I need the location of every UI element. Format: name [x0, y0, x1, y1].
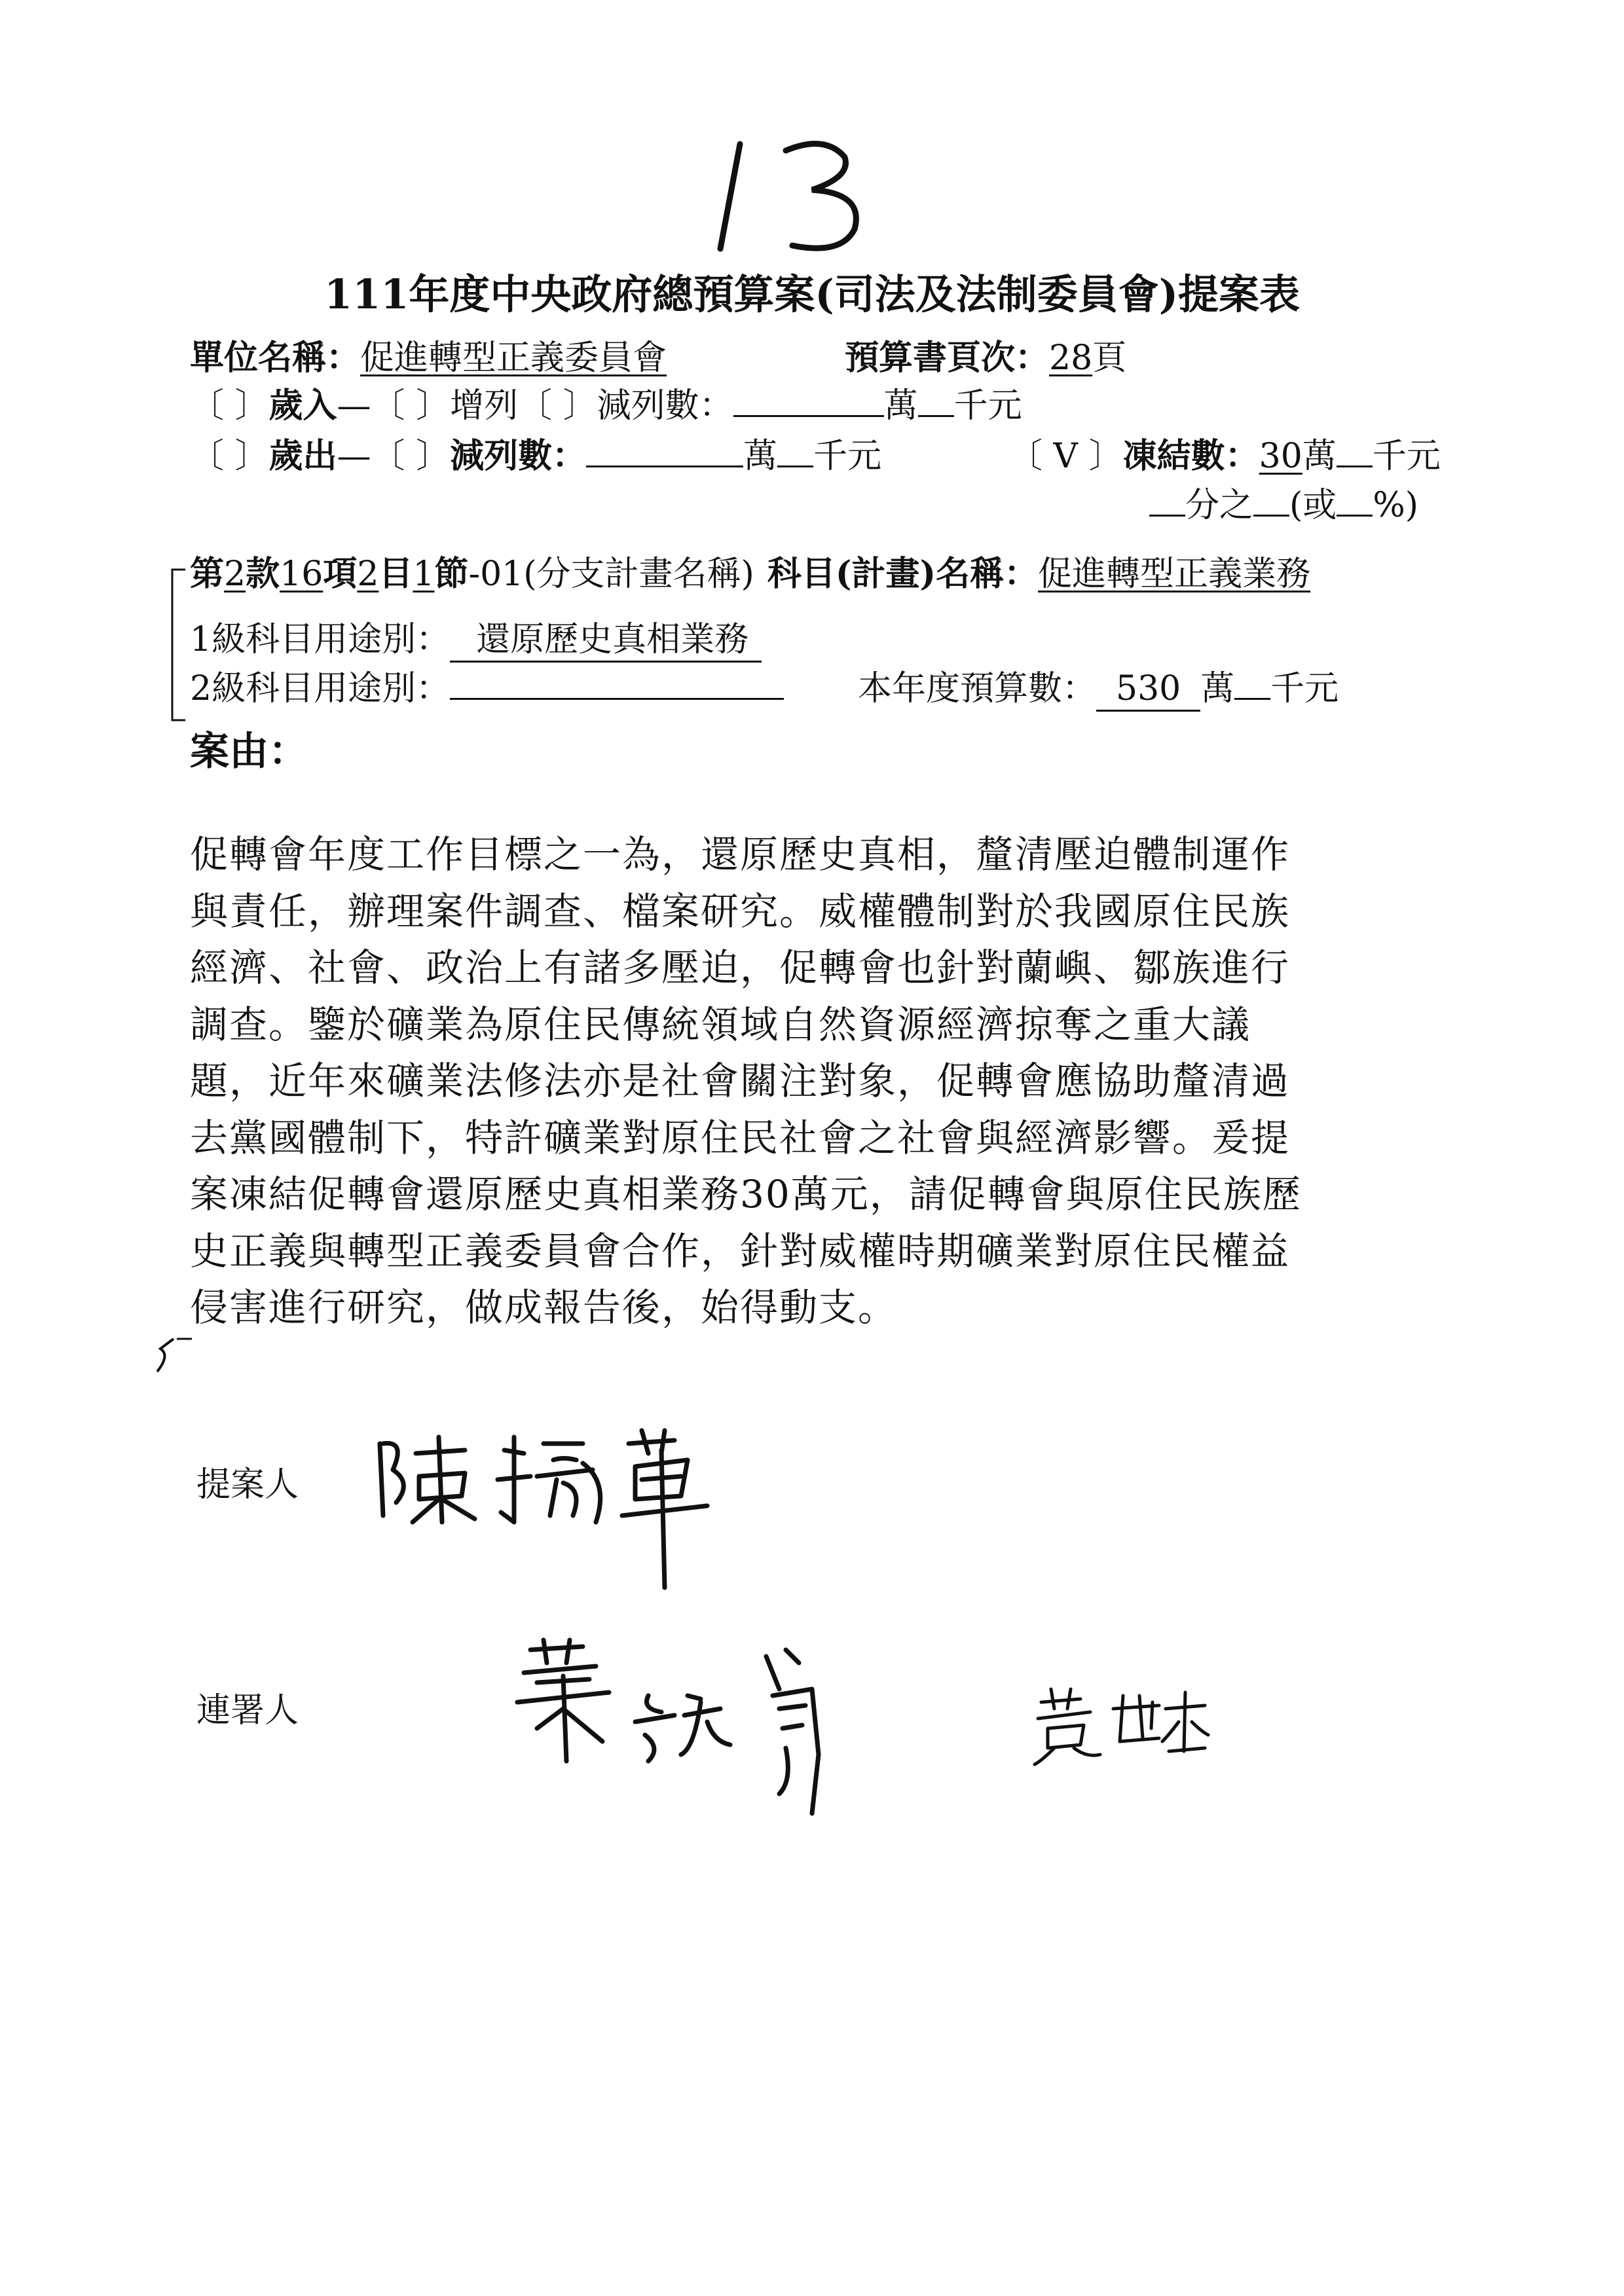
reason-line: 經濟、社會、政治上有諸多壓迫，促轉會也針對蘭嶼、鄒族進行 [190, 945, 1291, 990]
fraction-blank [1149, 486, 1185, 517]
expense-cut-label: 減列數： [450, 436, 587, 476]
stray-mark [147, 1336, 193, 1381]
expense-label: 歲出 [268, 436, 337, 476]
proposer-signature [367, 1424, 733, 1594]
budget-qian: 千元 [1270, 669, 1339, 708]
budget-wan: 萬 [1200, 669, 1235, 708]
kuan-value: 2 [224, 555, 246, 594]
jie-value: 1 [413, 555, 435, 594]
handwritten-page-number [714, 131, 884, 262]
revenue-qian-blank [918, 386, 954, 417]
kuan-label: 第 [190, 554, 225, 594]
revenue-amount-blank [733, 386, 884, 417]
freeze-qian: 千元 [1372, 437, 1441, 476]
revenue-add-checkbox: 〔 〕 [371, 386, 451, 426]
reason-line: 與責任，辦理案件調查、檔案研究。威權體制對於我國原住民族 [190, 888, 1291, 934]
revenue-row [190, 385, 1022, 427]
freeze-checkbox: 〔 V 〕 [1008, 437, 1123, 476]
percent-label: %) [1373, 486, 1419, 525]
cosigner-label: 連署人 [196, 1691, 299, 1730]
expense-row [190, 435, 881, 477]
level2-label: 2級科目用途別： [190, 669, 451, 708]
kuan-suffix: 款 [246, 554, 280, 594]
subject-code: -01(分支計畫名稱) [468, 555, 754, 594]
level2-row [190, 668, 784, 710]
fraction-label: 分之 [1185, 486, 1254, 525]
level1-label: 1級科目用途別： [190, 620, 451, 659]
expense-dash: — [337, 437, 371, 476]
budget-qian-blank [1234, 669, 1270, 700]
freeze-row [1008, 435, 1441, 477]
page-ref-suffix: 頁 [1092, 338, 1127, 378]
reason-body [190, 826, 1434, 1336]
fraction-blank-2 [1253, 486, 1289, 517]
subject-row [190, 553, 1310, 595]
revenue-cut-label: 減列數： [597, 386, 733, 426]
revenue-dash: — [337, 386, 371, 426]
reason-line: 促轉會年度工作目標之一為，還原歷史真相，釐清壓迫體制運作 [190, 832, 1291, 877]
revenue-add-label: 增列 [450, 386, 519, 426]
level1-value: 還原歷史真相業務 [450, 619, 762, 663]
or-label: (或 [1289, 486, 1337, 525]
expense-qian: 千元 [813, 437, 882, 476]
expense-qian-blank [777, 437, 813, 467]
cosigner-signature-2 [1028, 1683, 1211, 1768]
subject-name-value: 促進轉型正義業務 [1038, 555, 1311, 594]
mu-suffix: 目 [378, 554, 413, 594]
percent-blank [1337, 486, 1373, 517]
reason-line: 案凍結促轉會還原歷史真相業務30萬元，請促轉會與原住民族歷 [190, 1172, 1302, 1216]
budget-label: 本年度預算數： [858, 669, 1097, 708]
unit-value: 促進轉型正義委員會 [360, 338, 667, 378]
revenue-label: 歲入 [268, 386, 337, 426]
freeze-wan: 萬 [1302, 437, 1337, 476]
budget-value: 530 [1096, 668, 1200, 712]
page-ref-value: 28 [1049, 338, 1093, 378]
expense-cut-checkbox: 〔 〕 [371, 437, 451, 476]
xiang-value: 16 [280, 555, 323, 594]
cosigner-signature-1 [504, 1637, 845, 1833]
budget-row [858, 668, 1338, 712]
revenue-cut-checkbox: 〔 〕 [518, 386, 597, 426]
page-ref-label: 預算書頁次： [845, 338, 1050, 378]
level1-row [190, 619, 762, 663]
revenue-qian: 千元 [953, 386, 1022, 426]
expense-wan: 萬 [743, 437, 778, 476]
reason-line: 去黨國體制下，特許礦業對原住民社會之社會與經濟影響。爰提 [190, 1115, 1291, 1160]
freeze-label: 凍結數： [1122, 436, 1259, 476]
subject-name-label: 科目(計畫)名稱： [767, 554, 1039, 594]
subject-bracket [167, 566, 187, 723]
freeze-value: 30 [1259, 437, 1302, 476]
mu-value: 2 [357, 555, 379, 594]
page-ref-row [845, 337, 1126, 379]
reason-line: 史正義與轉型正義委員會合作，針對威權時期礦業對原住民權益 [190, 1228, 1291, 1273]
expense-checkbox: 〔 〕 [190, 437, 269, 476]
fraction-row [1149, 484, 1418, 526]
revenue-wan: 萬 [883, 386, 918, 426]
reason-line: 侵害進行研究，做成報告後，始得動支。 [190, 1285, 898, 1330]
page-title: 111年度中央政府總預算案(司法及法制委員會)提案表 [323, 270, 1301, 318]
xiang-suffix: 項 [323, 554, 358, 594]
unit-row [190, 337, 667, 379]
freeze-qian-blank [1337, 437, 1373, 467]
reason-line: 題，近年來礦業法修法亦是社會關注對象，促轉會應協助釐清過 [190, 1059, 1291, 1103]
reason-label: 案由： [190, 729, 308, 774]
expense-amount-blank [586, 437, 743, 467]
unit-label: 單位名稱： [190, 338, 361, 378]
jie-suffix: 節 [434, 554, 469, 594]
revenue-checkbox: 〔 〕 [190, 386, 269, 426]
level2-blank [450, 669, 784, 700]
proposer-label: 提案人 [196, 1465, 299, 1504]
reason-line: 調查。鑒於礦業為原住民傳統領域自然資源經濟掠奪之重大議 [190, 1002, 1251, 1047]
